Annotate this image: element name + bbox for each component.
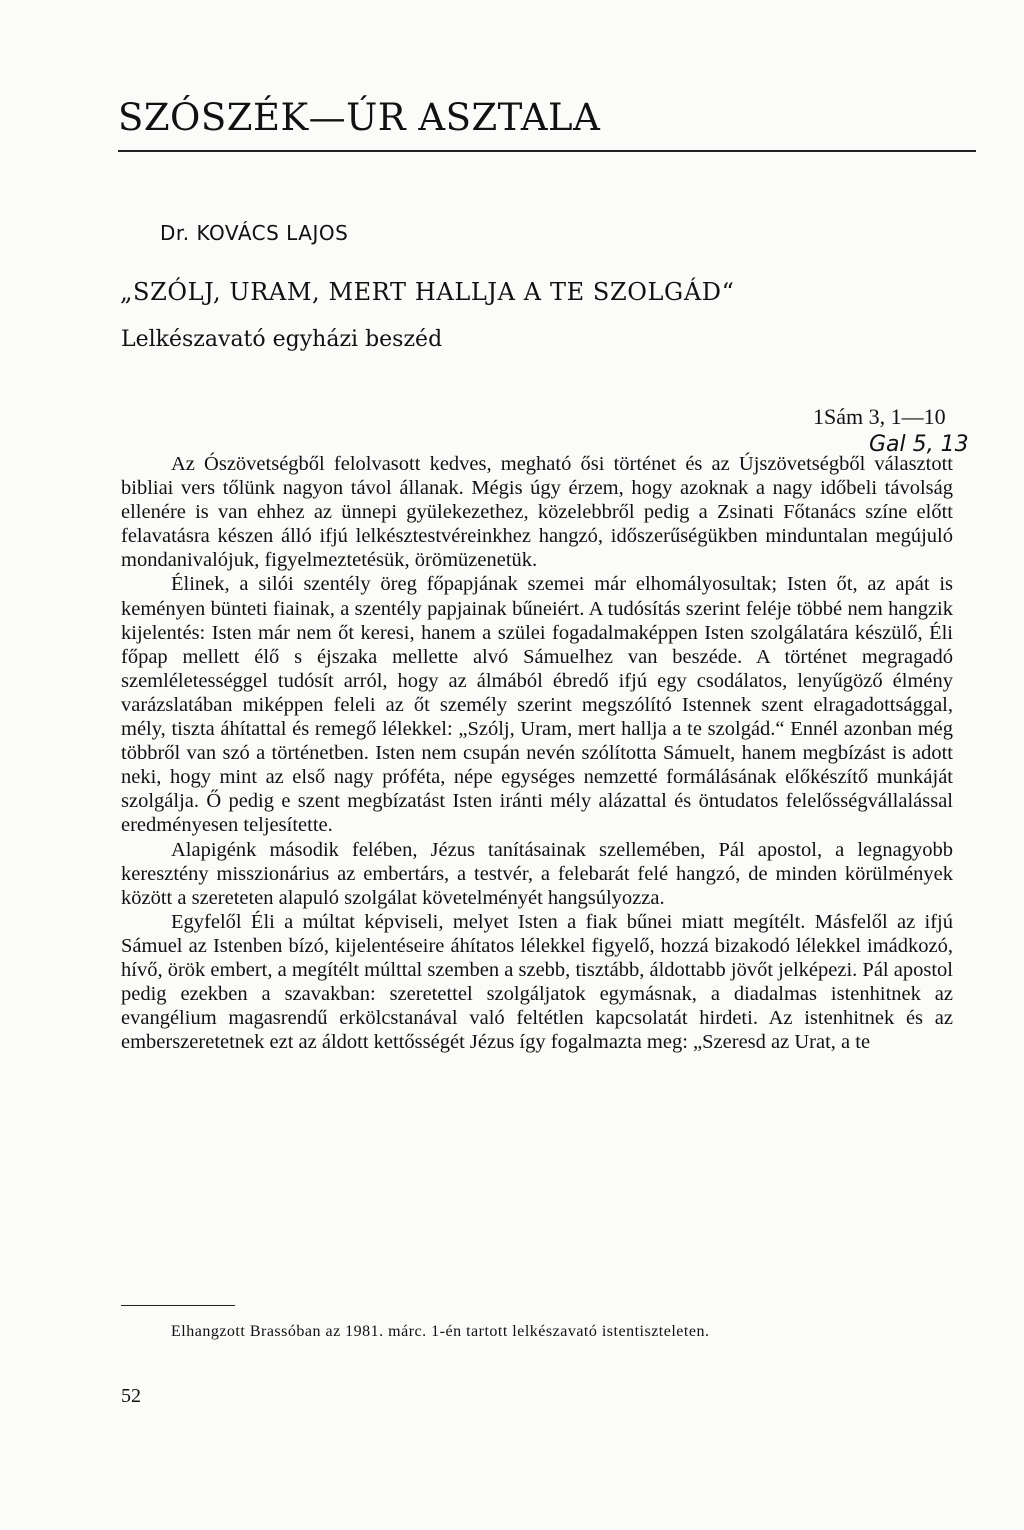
footnote: Elhangzott Brassóban az 1981. márc. 1-én tartott lelkészavató istentiszteleten.	[171, 1323, 710, 1340]
sermon-subtitle: Lelkészavató egyházi beszéd	[121, 327, 443, 352]
handwritten-note: Gal 5, 13	[869, 432, 969, 457]
page-number: 52	[121, 1385, 141, 1407]
body-text	[121, 452, 953, 1054]
paragraph: Alapigénk második felében, Jézus tanításainak szellemében, Pál apostol, a legnagyobb keresztény misszionárius az embertárs, a testvér, a felebarát felé hangzó, de minden körülmények között a szereteten alapuló szolgálat követelményét hangsúlyozza.	[121, 838, 953, 909]
sermon-title: „SZÓLJ, URAM, MERT HALLJA A TE SZOLGÁD“	[120, 278, 735, 306]
scripture-reference: 1Sám 3, 1—10	[813, 404, 946, 429]
author-name: Dr. KOVÁCS LAJOS	[160, 221, 349, 245]
section-header: SZÓSZÉK—ÚR ASZTALA	[118, 96, 601, 139]
paragraph: Egyfelől Éli a múltat képviseli, melyet Isten a fiak bűnei miatt megítélt. Másfelől az ifjú Sámuel az Istenben bízó, kijelentéseire áhítatos lélekkel figyelő, hozzá bizakodó lélekkel imádkozó, hívő, örök embert, a megítélt múlttal szemben a szebb, tisztább, áldottabb jövőt jelképezi. Pál apostol pedig ezekben a szavakban: szeretettel szolgáljatok egymásnak, a diadalmas istenhitnek az evangélium magasrendű erkölcstanával való feltétlen kapcsolatát hirdeti. Az istenhitnek és az emberszeretetnek ezt az áldott kettősségét Jézus így fogalmazta meg: „Szeresd az Urat, a te	[121, 910, 953, 1054]
footnote-rule	[121, 1305, 235, 1306]
paragraph: Az Ószövetségből felolvasott kedves, megható ősi történet és az Újszövetségből választott bibliai vers tőlünk nagyon távol állanak. Mégis úgy érzem, hogy azoknak a nagy időbeli távolság ellenére is van ehhez az ünnepi gyülekezethez, közelebbről pedig a Zsinati Főtanács színe előtt felavatásra készen álló ifjú lelkésztestvéreinkhez hangzó, időszerűségükben minduntalan megújuló mondanivalójuk, figyelmeztetésük, örömüzenetük.	[121, 453, 953, 572]
paragraph: Élinek, a silói szentély öreg főpapjának szemei már elhomályosultak; Isten őt, az apát is keményen bünteti fiainak, a szentély papjainak bűneiért. A tudósítás szerint feléje többé nem hangzik kijelentés: Isten már nem őt keresi, hanem a szülei fogadalmaképpen Isten szolgálatára készülő, Éli főpap mellett élő s éjszaka mellette alvó Sámuelhez van beszéde. A történet megragadó szemléletességgel tudósít arról, hogy az álmából ébredő ifjú egy csodálatos, lenyűgöző élmény varázslatában miképpen feleli az őt személy szerint megszólító Istennek szent elragadottsággal, mély, tiszta áhítattal és remegő lélekkel: „Szólj, Uram, mert hallja a te szolgád.“ Ennél azonban még többről van szó a történetben. Isten nem csupán nevén szólította Sámuelt, hanem megbízást is adott neki, hogy mint az első nagy próféta, népe egységes nemzetté formálásának előkészítő munkáját szolgálja. Ő pedig e szent megbízatást Isten iránti mély alázattal és öntudatos felelősségvállalással eredményesen teljesítette.	[121, 573, 953, 837]
header-rule	[118, 150, 976, 152]
